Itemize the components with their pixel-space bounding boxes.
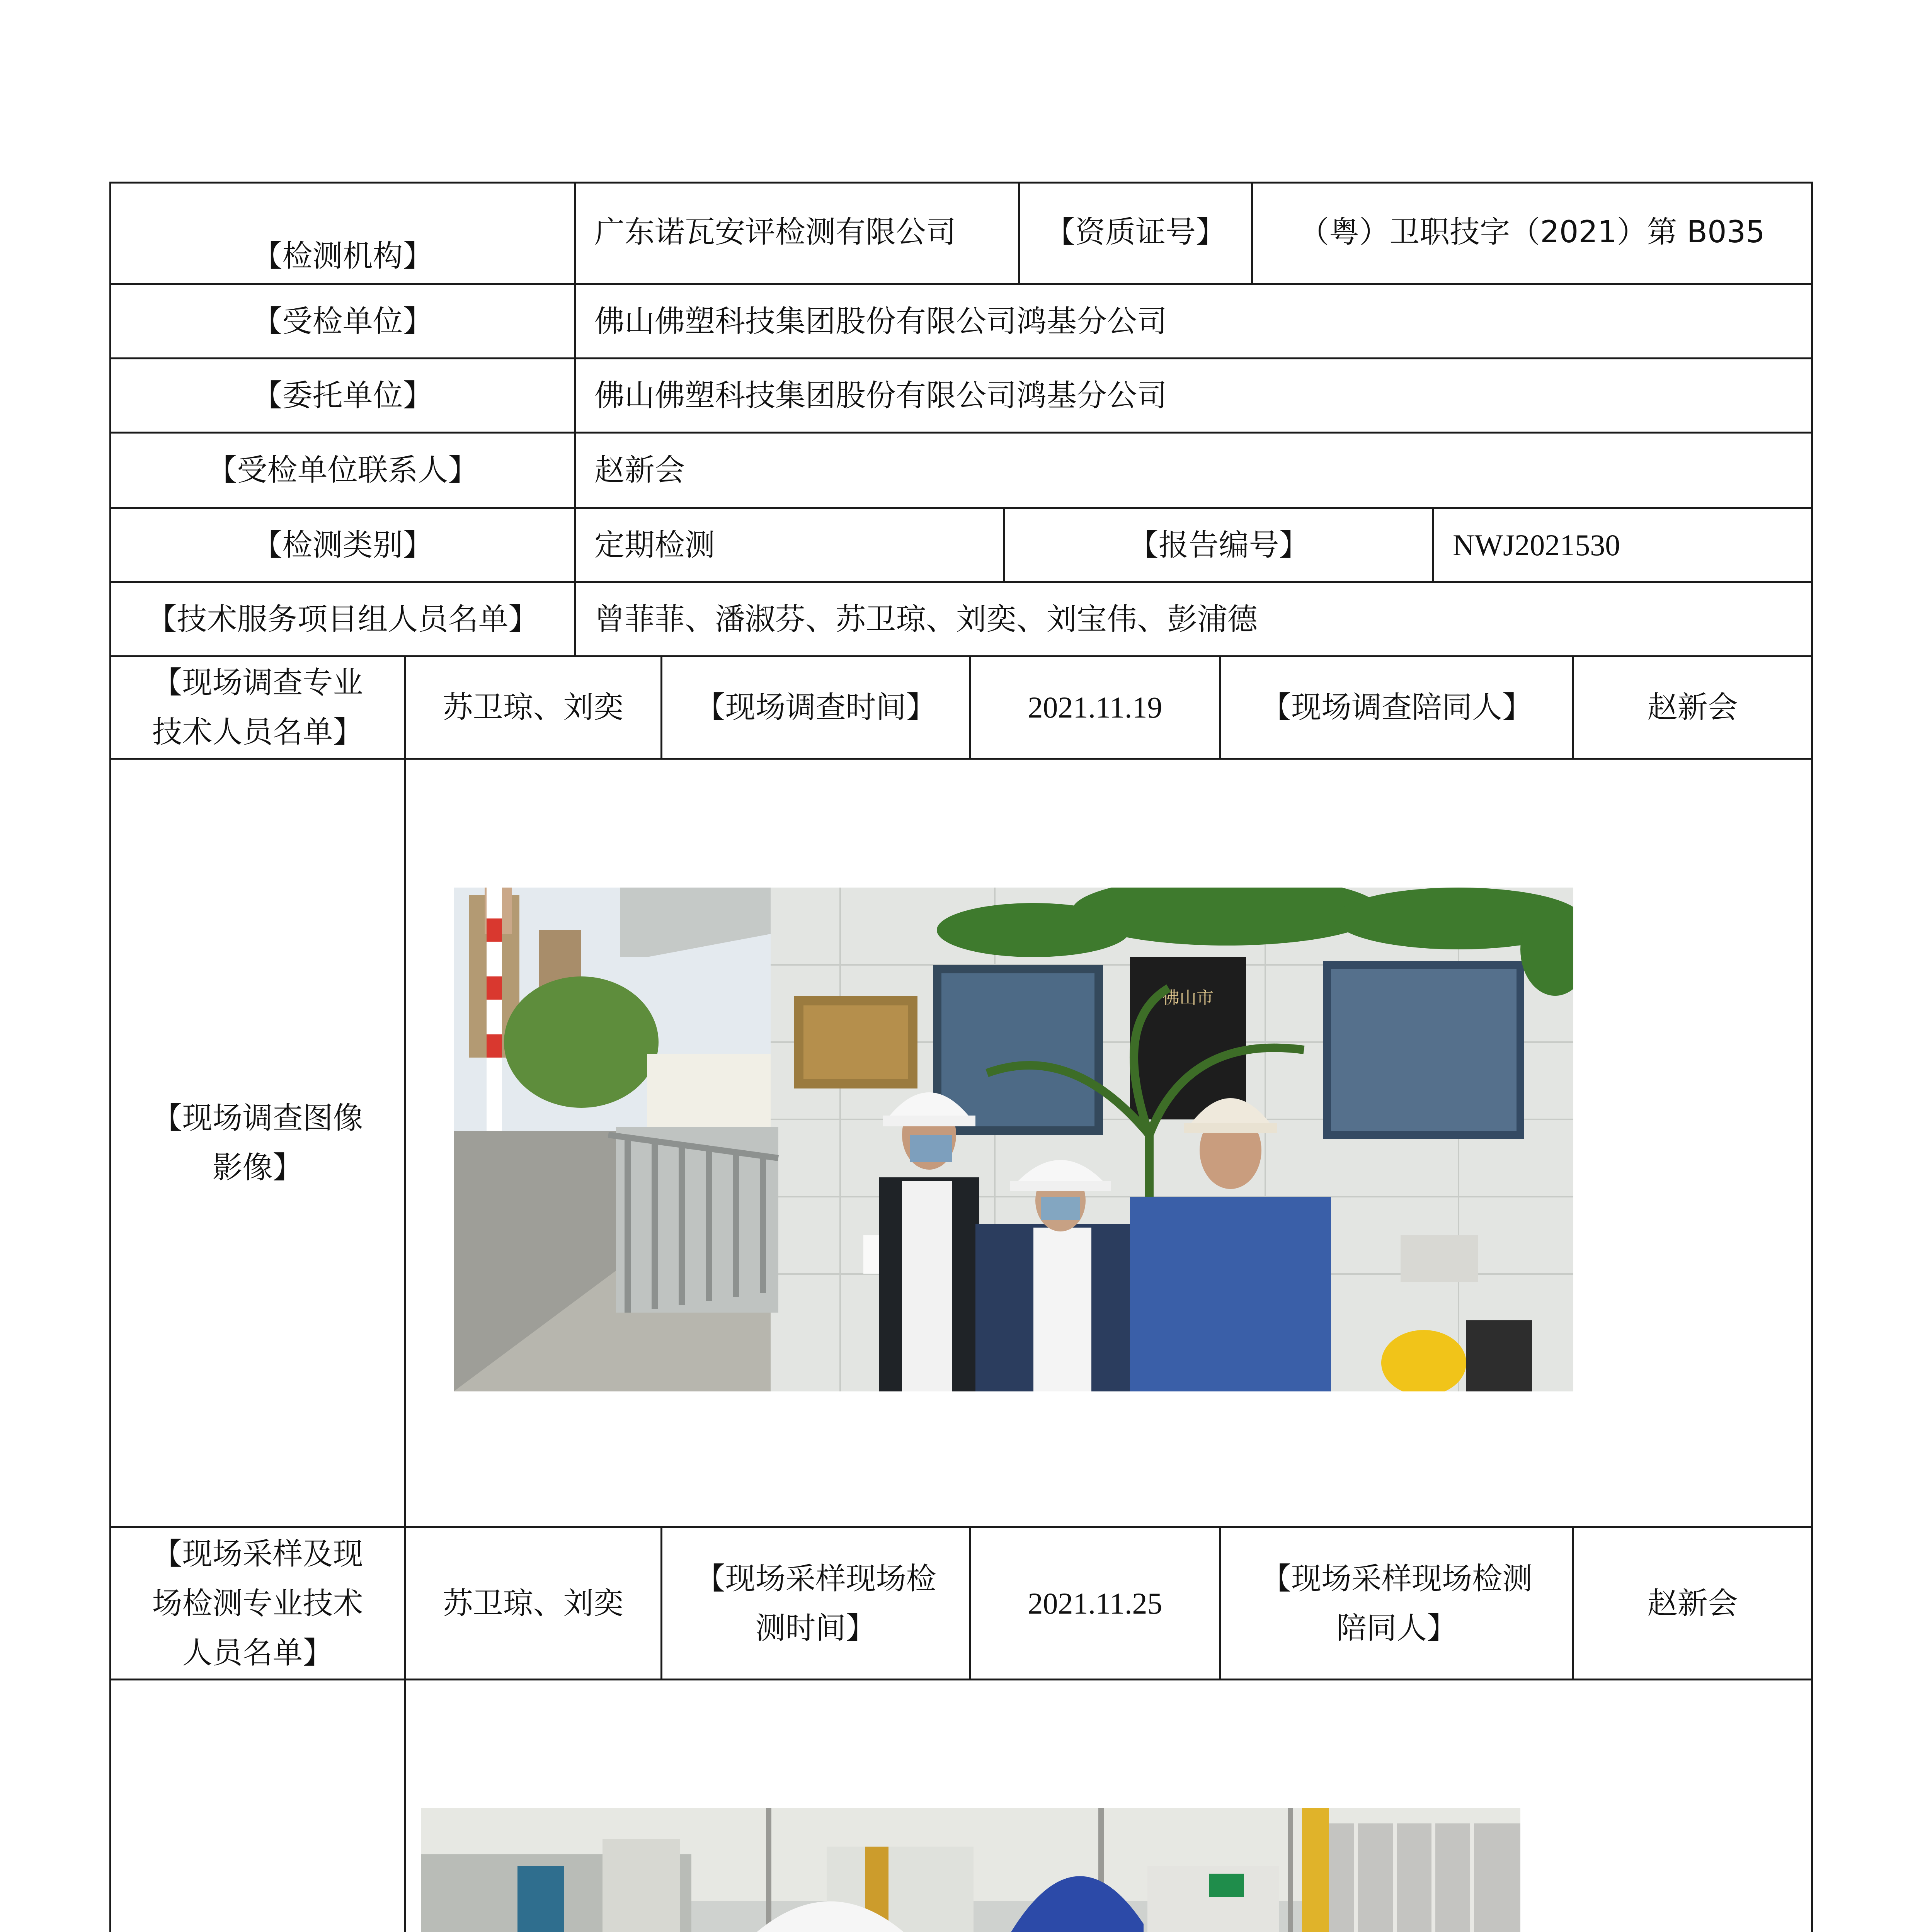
sampling-staff-value: 苏卫琼、刘奕 — [443, 1586, 624, 1621]
label-survey-time: 【现场调查时间】 — [695, 690, 936, 725]
plaque-text: 佛山市 — [1163, 988, 1214, 1008]
label-survey-photo: 【现场调查图像 影像】 — [152, 1101, 363, 1185]
label-team-members: 【技术服务项目组人员名单】 — [146, 602, 539, 637]
institution-value: 广东诺瓦安评检测有限公司 — [594, 215, 957, 250]
label-client-unit: 【委托单位】 — [252, 378, 433, 413]
label-institution: 【检测机构】 — [252, 239, 433, 274]
team-members-value: 曾菲菲、潘淑芬、苏卫琼、刘奕、刘宝伟、彭浦德 — [594, 602, 1258, 637]
label-inspection-type: 【检测类别】 — [252, 527, 433, 563]
contact-value: 赵新会 — [594, 453, 685, 488]
label-sampling-escort: 【现场采样现场检测 陪同人】 — [1261, 1561, 1532, 1646]
label-sampling-photo — [111, 1680, 404, 1932]
inspection-type-value: 定期检测 — [594, 527, 715, 563]
label-sampling-time: 【现场采样现场检 测时间】 — [695, 1561, 936, 1646]
report-number-value: NWJ2021530 — [1453, 528, 1620, 562]
survey-staff-value: 苏卫琼、刘奕 — [443, 690, 624, 725]
inspected-unit-value: 佛山佛塑科技集团股份有限公司鸿基分公司 — [594, 304, 1168, 339]
label-report-number: 【报告编号】 — [1128, 527, 1309, 563]
sampling-photo — [421, 1808, 1520, 1932]
label-sampling-staff: 【现场采样及现 场检测专业技术 人员名单】 — [152, 1536, 363, 1670]
label-survey-escort: 【现场调查陪同人】 — [1261, 690, 1532, 725]
sampling-escort-value: 赵新会 — [1647, 1586, 1738, 1621]
survey-time-value: 2021.11.19 — [1028, 690, 1163, 724]
cert-value: （粤）卫职技字（2021）第 B035 — [1299, 215, 1765, 250]
client-unit-value: 佛山佛塑科技集团股份有限公司鸿基分公司 — [594, 378, 1168, 413]
survey-photo — [454, 888, 1573, 1391]
sampling-time-value: 2021.11.25 — [1028, 1586, 1163, 1620]
label-survey-staff: 【现场调查专业 技术人员名单】 — [152, 665, 363, 750]
label-inspected-unit: 【受检单位】 — [252, 304, 433, 339]
label-contact: 【受检单位联系人】 — [207, 453, 478, 488]
survey-escort-value: 赵新会 — [1647, 690, 1738, 725]
label-cert: 【资质证号】 — [1045, 215, 1226, 250]
